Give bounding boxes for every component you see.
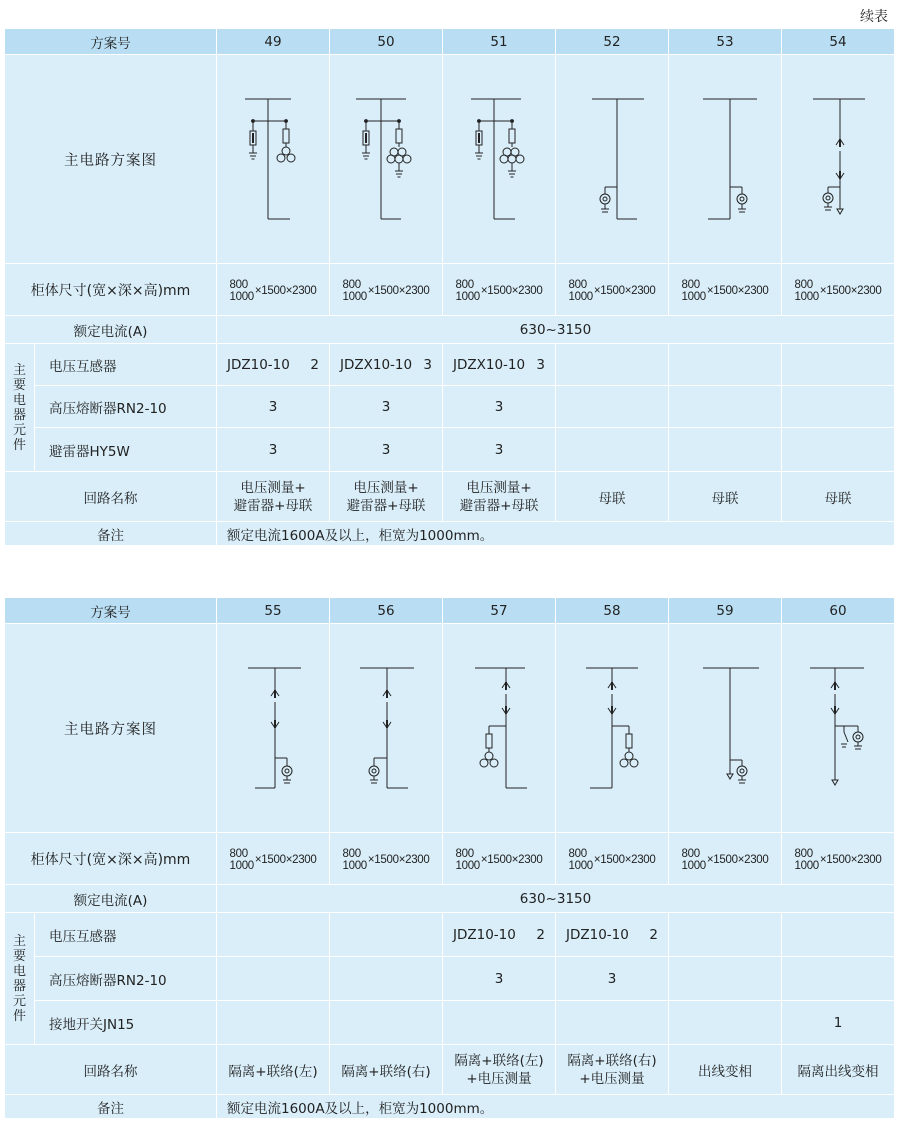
scheme-number: 54: [782, 29, 895, 55]
note-row: [5, 1095, 895, 1119]
component-value: [556, 344, 669, 386]
dims-row: [5, 833, 895, 885]
circuit-name: 隔离+联络(左): [217, 1045, 330, 1095]
component-value: JDZ10-10 2: [443, 913, 556, 957]
isolator-bus-tie-vt-icon: [782, 55, 895, 264]
main-components-group-label: 主 要 电 器 元 件: [5, 913, 35, 1045]
component-value: [217, 913, 330, 957]
rated-current-value: 630~3150: [217, 885, 895, 913]
dims-cell: 800 1000 ×1500×2300: [782, 833, 895, 885]
component-label: 接地开关JN15: [35, 1001, 217, 1045]
note-text: 额定电流1600A及以上，柜宽为1000mm。: [217, 522, 895, 546]
note-row: [5, 522, 895, 546]
dims-cell: 800 1000 ×1500×2300: [330, 264, 443, 316]
component-value: [782, 913, 895, 957]
component-value: [669, 957, 782, 1001]
component-label: 高压熔断器RN2-10: [35, 957, 217, 1001]
component-value: [669, 913, 782, 957]
component-value: [782, 957, 895, 1001]
header-label: 方案号: [5, 598, 217, 624]
vt-fuse-arrester-3vt-icon: [443, 55, 556, 264]
isolator-tie-right-vt-icon: [556, 624, 669, 833]
component-value: [669, 1001, 782, 1045]
rated-current-row: [5, 885, 895, 913]
vt-fuse-arrester-2vt-icon: [217, 55, 330, 264]
component-label: 电压互感器: [35, 913, 217, 957]
component-value: [669, 386, 782, 428]
busbar-tie-vt-icon: [669, 55, 782, 264]
isolator-tie-right-icon: [330, 624, 443, 833]
scheme-number: 57: [443, 598, 556, 624]
isolator-tie-left-vt-icon: [443, 624, 556, 833]
rated-current-label: 额定电流(A): [5, 885, 217, 913]
component-value: [669, 344, 782, 386]
component-value: [782, 386, 895, 428]
scheme-table-1: [5, 29, 895, 546]
component-value: 1: [782, 1001, 895, 1045]
component-value: [556, 1001, 669, 1045]
component-value: [330, 957, 443, 1001]
component-value: JDZ10-10 2: [556, 913, 669, 957]
component-value: 3: [556, 957, 669, 1001]
component-value: 3: [330, 386, 443, 428]
component-value: 3: [443, 386, 556, 428]
component-label: 避雷器HY5W: [35, 428, 217, 472]
component-value: [217, 1001, 330, 1045]
dims-cell: 800 1000 ×1500×2300: [443, 264, 556, 316]
circuit-row: [5, 1045, 895, 1095]
component-row: [5, 1001, 895, 1045]
scheme-table-2: [5, 598, 895, 1119]
scheme-number: 51: [443, 29, 556, 55]
dims-cell: 800 1000 ×1500×2300: [669, 833, 782, 885]
component-value: 3: [217, 386, 330, 428]
note-text: 额定电流1600A及以上，柜宽为1000mm。: [217, 1095, 895, 1119]
diagram-row: [5, 624, 895, 833]
component-value: [669, 428, 782, 472]
component-value: [443, 1001, 556, 1045]
component-value: JDZX10-10 3: [443, 344, 556, 386]
dims-label: 柜体尺寸(宽×深×高)mm: [5, 833, 217, 885]
component-value: 3: [330, 428, 443, 472]
circuit-label: 回路名称: [5, 472, 217, 522]
rated-current-label: 额定电流(A): [5, 316, 217, 344]
outgoing-phase-change-icon: [669, 624, 782, 833]
scheme-number: 58: [556, 598, 669, 624]
component-value: [556, 386, 669, 428]
circuit-name: 隔离出线变相: [782, 1045, 895, 1095]
circuit-name: 隔离+联络(右) +电压测量: [556, 1045, 669, 1095]
dims-cell: 800 1000 ×1500×2300: [443, 833, 556, 885]
vt-fuse-arrester-3vt-icon: [330, 55, 443, 264]
continued-label: 续表: [860, 9, 888, 25]
scheme-number: 59: [669, 598, 782, 624]
scheme-number: 52: [556, 29, 669, 55]
circuit-name: 母联: [782, 472, 895, 522]
component-row: [5, 344, 895, 386]
circuit-label: 回路名称: [5, 1045, 217, 1095]
scheme-number: 49: [217, 29, 330, 55]
dims-label: 柜体尺寸(宽×深×高)mm: [5, 264, 217, 316]
busbar-tie-vt-icon: [556, 55, 669, 264]
component-value: [330, 913, 443, 957]
scheme-number: 56: [330, 598, 443, 624]
scheme-number: 53: [669, 29, 782, 55]
component-label: 高压熔断器RN2-10: [35, 386, 217, 428]
component-value: [782, 428, 895, 472]
isolator-tie-left-icon: [217, 624, 330, 833]
component-label: 电压互感器: [35, 344, 217, 386]
component-row: [5, 957, 895, 1001]
circuit-name: 电压测量+ 避雷器+母联: [330, 472, 443, 522]
scheme-number: 55: [217, 598, 330, 624]
circuit-name: 出线变相: [669, 1045, 782, 1095]
header-row: [5, 598, 895, 624]
circuit-name: 电压测量+ 避雷器+母联: [443, 472, 556, 522]
note-label: 备注: [5, 1095, 217, 1119]
dims-cell: 800 1000 ×1500×2300: [669, 264, 782, 316]
isolator-outgoing-phase-change-icon: [782, 624, 895, 833]
scheme-number: 50: [330, 29, 443, 55]
component-value: JDZ10-10 2: [217, 344, 330, 386]
circuit-name: 隔离+联络(左) +电压测量: [443, 1045, 556, 1095]
header-row: [5, 29, 895, 55]
rated-current-row: [5, 316, 895, 344]
component-value: JDZX10-10 3: [330, 344, 443, 386]
circuit-name: 母联: [556, 472, 669, 522]
dims-cell: 800 1000 ×1500×2300: [782, 264, 895, 316]
component-value: 3: [443, 957, 556, 1001]
dims-cell: 800 1000 ×1500×2300: [330, 833, 443, 885]
component-value: 3: [217, 428, 330, 472]
header-label: 方案号: [5, 29, 217, 55]
main-components-group-label: 主 要 电 器 元 件: [5, 344, 35, 472]
circuit-row: [5, 472, 895, 522]
component-row: [5, 913, 895, 957]
component-value: [330, 1001, 443, 1045]
scheme-number: 60: [782, 598, 895, 624]
diagram-row: [5, 55, 895, 264]
diagram-label: 主电路方案图: [5, 624, 217, 833]
component-row: [5, 386, 895, 428]
component-value: [782, 344, 895, 386]
dims-cell: 800 1000 ×1500×2300: [556, 833, 669, 885]
component-value: 3: [443, 428, 556, 472]
diagram-label: 主电路方案图: [5, 55, 217, 264]
dims-cell: 800 1000 ×1500×2300: [217, 264, 330, 316]
dims-cell: 800 1000 ×1500×2300: [556, 264, 669, 316]
component-value: [217, 957, 330, 1001]
component-row: [5, 428, 895, 472]
circuit-name: 母联: [669, 472, 782, 522]
note-label: 备注: [5, 522, 217, 546]
rated-current-value: 630~3150: [217, 316, 895, 344]
dims-row: [5, 264, 895, 316]
component-value: [556, 428, 669, 472]
circuit-name: 电压测量+ 避雷器+母联: [217, 472, 330, 522]
circuit-name: 隔离+联络(右): [330, 1045, 443, 1095]
dims-cell: 800 1000 ×1500×2300: [217, 833, 330, 885]
